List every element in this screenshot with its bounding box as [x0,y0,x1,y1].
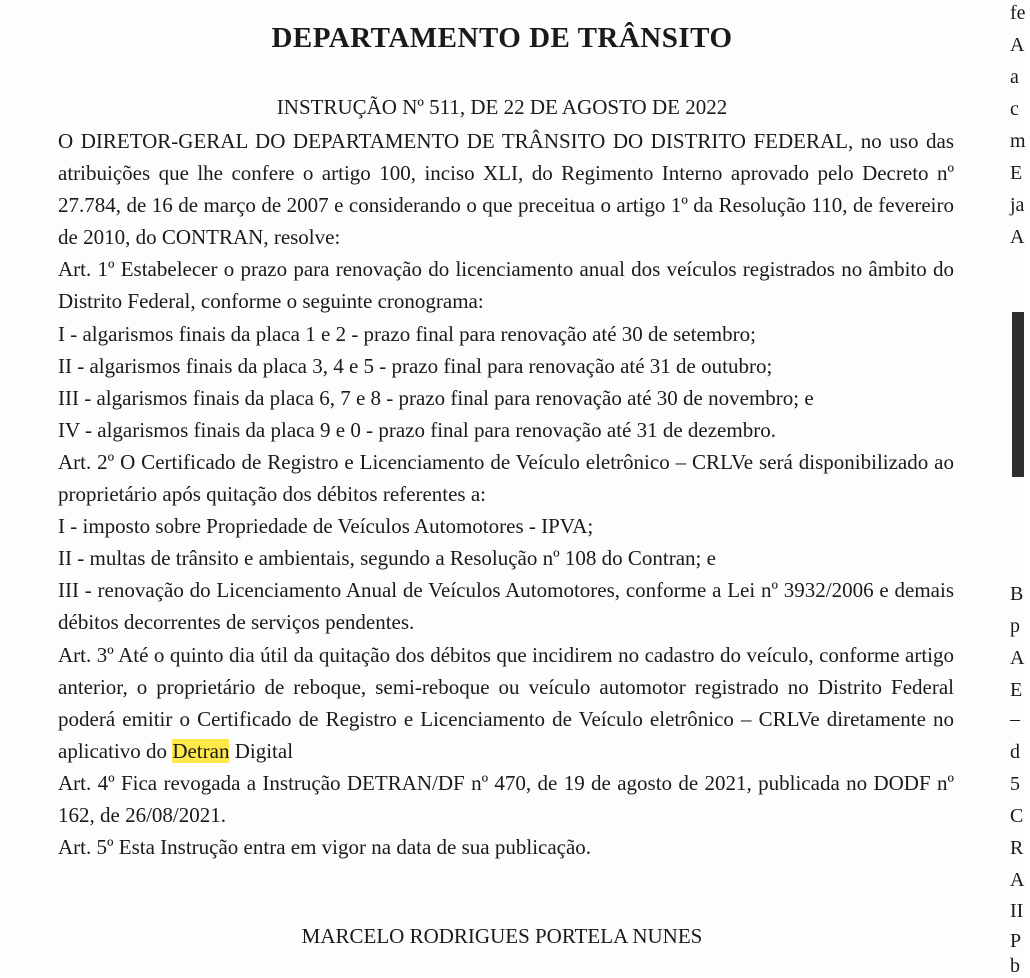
fragment-text: A [1010,34,1025,56]
fragment-text: B [1010,583,1024,605]
fragment-text: c [1010,98,1019,120]
article-1-item: I - algarismos finais da placa 1 e 2 - prazo final para renovação até 30 de setembro; [58,321,756,346]
fragment-text: p [1010,615,1020,637]
adjacent-column-fragment [1010,0,1030,977]
fragment-text: fe [1010,2,1026,24]
fragment-text: A [1010,869,1025,891]
instruction-heading: INSTRUÇÃO Nº 511, DE 22 DE AGOSTO DE 2022 [276,95,728,119]
fragment-text: ja [1010,194,1025,216]
fragment-text: m [1010,130,1026,152]
fragment-text: A [1010,226,1025,248]
article-1-item: III - algarismos finais da placa 6, 7 e 8 - prazo final para renovação até 30 de novembro; e [58,385,814,410]
fragment-text: d [1010,741,1020,763]
fragment-text: – [1010,708,1020,730]
article-5: Art. 5º Esta Instrução entra em vigor na data de sua publicação. [58,835,592,860]
fragment-text: 5 [1010,773,1020,795]
article-3-text: Art. 3º Até o quinto dia útil da quitação dos débitos que incidirem no cadastro do veículo, conforme artigo anterior, o proprietário de reboque, semi-reboque ou veículo automotor registrado no Distrito Federal poderá emitir o Certificado de Registro e Licenciamento de Veículo eletrônico – CRLVe diretamente no aplicativo do [58,642,954,763]
fragment-text: E [1010,679,1023,701]
fragment-text: R [1010,837,1024,859]
article-2-item: III - renovação do Licenciamento Anual de Veículos Automotores, conforme a Lei nº 3932/2006 e demais débitos decorrentes de serviços pendentes. [58,578,954,635]
highlighted-word: Detran [172,738,230,763]
preamble-paragraph: O DIRETOR-GERAL DO DEPARTAMENTO DE TRÂNSITO DO DISTRITO FEDERAL, no uso das atribuições que lhe confere o artigo 100, inciso XLI, do Regimento Interno aprovado pelo Decreto nº 27.784, de 16 de março de 2007 e considerando o que preceitua o artigo 1º da Resolução 110, de fevereiro de 2010, do CONTRAN, resolve: [58,129,954,250]
fragment-text: b [1010,955,1020,977]
department-title: DEPARTAMENTO DE TRÂNSITO [271,22,733,54]
article-4: Art. 4º Fica revogada a Instrução DETRAN/DF nº 470, de 19 de agosto de 2021, publicada no DODF nº 162, de 26/08/2021. [58,770,954,827]
document-body [58,125,954,863]
article-1: Art. 1º Estabelecer o prazo para renovação do licenciamento anual dos veículos registrados no âmbito do Distrito Federal, conforme o seguinte cronograma: [58,257,954,314]
article-1-item: IV - algarismos finais da placa 9 e 0 - prazo final para renovação até 31 de dezembro. [58,417,776,442]
fragment-text: C [1010,805,1024,827]
article-3-text-end: Digital [229,738,294,763]
fragment-text: E [1010,162,1023,184]
article-2: Art. 2º O Certificado de Registro e Licenciamento de Veículo eletrônico – CRLVe será disponibilizado ao proprietário após quitação dos débitos referentes a: [58,449,954,507]
fragment-text: A [1010,647,1025,669]
article-1-item: II - algarismos finais da placa 3, 4 e 5 - prazo final para renovação até 31 de outubro; [58,353,773,378]
fragment-text: II [1010,900,1024,922]
fragment-text: a [1010,66,1019,88]
article-3 [58,639,954,767]
article-2-item: II - multas de trânsito e ambientais, segundo a Resolução nº 108 do Contran; e [58,546,716,571]
fragment-text: P [1010,930,1022,952]
signature: MARCELO RODRIGUES PORTELA NUNES [301,924,703,948]
article-2-item: I - imposto sobre Propriedade de Veículos Automotores - IPVA; [58,514,594,539]
